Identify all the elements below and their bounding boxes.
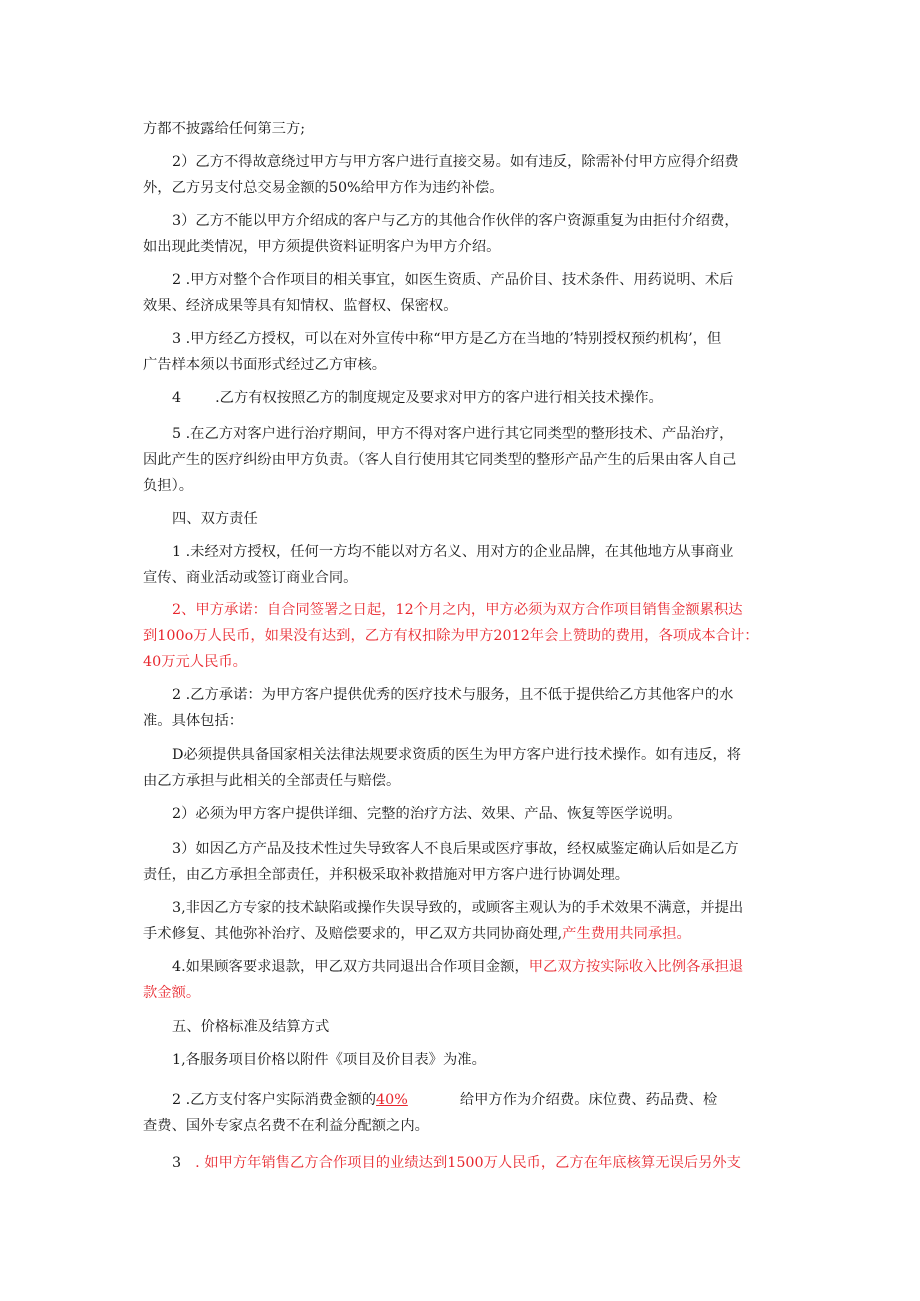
text-line: .乙方有权按照乙方的制度规定及要求对甲方的客户进行相关技术操作。	[215, 390, 663, 406]
item-number: 4	[172, 390, 182, 406]
paragraph-party-b-commitment	[143, 682, 788, 734]
paragraph-party-a-commitment	[143, 597, 788, 675]
text-line: 负担）。	[143, 478, 194, 494]
paragraph-qualified-doctors	[143, 742, 788, 794]
paragraph-no-refusal	[143, 208, 788, 260]
paragraph-confidentiality-tail	[143, 116, 788, 142]
text-line: 手术修复、其他弥补治疗、及赔偿要求的，甲乙双方共同协商处理,	[143, 926, 563, 942]
item-number: 3	[172, 1155, 182, 1171]
section-title: 四、双方责任	[172, 511, 258, 527]
text-line: 2）乙方不得故意绕过甲方与甲方客户进行直接交易。如有违反，除需补付甲方应得介绍费	[172, 154, 739, 170]
paragraph-treatment-period	[143, 421, 788, 499]
text-line: 3,非因乙方专家的技术缺陷或操作失误导致的，或顾客主观认为的手术效果不满意，并提出	[172, 900, 744, 916]
fee-percentage: 40%	[376, 1092, 408, 1108]
text-line: 2 .乙方支付客户实际消费金额的	[172, 1092, 377, 1108]
paragraph-introduction-fee	[143, 1087, 788, 1139]
text-line: 40万元人民币。	[143, 654, 247, 670]
paragraph-medical-explanation	[143, 801, 788, 827]
text-line: 查费、国外专家点名费不在利益分配额之内。	[143, 1118, 429, 1134]
paragraph-right-to-know	[143, 267, 788, 319]
paragraph-price-list	[143, 1047, 788, 1073]
paragraph-authorization	[143, 326, 788, 378]
paragraph-brand-usage	[143, 539, 788, 591]
text-line: 责任，由乙方承担全部责任，并积极采取补救措施对甲方客户进行协调处理。	[143, 867, 630, 883]
paragraph-refund	[143, 954, 788, 1006]
text-line: 准。具体包括：	[143, 713, 244, 729]
text-line: 如出现此类情况，甲方须提供资料证明客户为甲方介绍。	[143, 239, 501, 255]
paragraph-annual-bonus	[143, 1150, 788, 1176]
text-line: 1,各服务项目价格以附件《项目及价目表》为准。	[172, 1052, 486, 1068]
text-line: 由乙方承担与此相关的全部责任与赔偿。	[143, 773, 401, 789]
paragraph-liability	[143, 836, 788, 888]
highlight-text: . 如甲方年销售乙方合作项目的业绩达到1500万人民币，乙方在年底核算无误后另外支	[195, 1155, 741, 1171]
highlight-text: 产生费用共同承担。	[562, 926, 691, 942]
text-line: 2 .甲方对整个合作项目的相关事宜，如医生资质、产品价目、技术条件、用药说明、术后	[172, 272, 734, 288]
text-line: 3）乙方不能以甲方介绍成的客户与乙方的其他合作伙伴的客户资源重复为由拒付介绍费，	[172, 213, 739, 229]
text-line: 给甲方作为介绍费。床位费、药品费、检	[459, 1092, 718, 1108]
text-line: 1 .未经对方授权，任何一方均不能以对方名义、用对方的企业品牌，在其他地方从事商业	[172, 544, 734, 560]
section-heading-four	[143, 506, 788, 532]
text-line: 4.如果顾客要求退款，甲乙双方共同退出合作项目金额，	[172, 959, 529, 975]
text-line: 2）必须为甲方客户提供详细、完整的治疗方法、效果、产品、恢复等医学说明。	[172, 806, 682, 822]
text-line: D必须提供具备国家相关法律法规要求资质的医生为甲方客户进行技术操作。如有违反，将	[172, 747, 742, 763]
paragraph-no-bypass	[143, 149, 788, 201]
text-line: 外，乙方另支付总交易金额的50%给甲方作为违约补偿。	[143, 180, 504, 196]
highlight-text: 甲乙双方按实际收入比例各承担退	[528, 959, 744, 975]
text-line: 宣传、商业活动或签订商业合同。	[143, 570, 358, 586]
text-line: 因此产生的医疗纠纷由甲方负责。（客人自行使用其它同类型的整形产品产生的后果由客人自己	[143, 452, 737, 468]
text-line: 2 .乙方承诺：为甲方客户提供优秀的医疗技术与服务，且不低于提供给乙方其他客户的水	[172, 687, 734, 703]
text-line: 2、甲方承诺：自合同签署之日起，12个月之内，甲方必须为双方合作项目销售金额累积达	[172, 602, 743, 618]
text-line: 到100o万人民币，如果没有达到，乙方有权扣除为甲方2012年会上赞助的费用，各项成本合计：	[143, 628, 759, 644]
text-line: 3 .甲方经乙方授权，可以在对外宣传中称“甲方是乙方在当地的’特别授权预约机构’，但	[172, 331, 722, 347]
text-line: 广告样本须以书面形式经过乙方审核。	[143, 357, 387, 373]
highlight-text: 款金额。	[143, 985, 201, 1001]
text-line: 方都不披露给任何第三方;	[143, 121, 306, 137]
section-title: 五、价格标准及结算方式	[172, 1019, 330, 1035]
paragraph-technical-operation	[143, 385, 788, 411]
text-line: 5 .在乙方对客户进行治疗期间，甲方不得对客户进行其它同类型的整形技术、产品治疗，	[172, 426, 734, 442]
section-heading-five	[143, 1014, 788, 1040]
paragraph-non-fault-dispute	[143, 895, 788, 947]
text-line: 3）如因乙方产品及技术性过失导致客人不良后果或医疗事故，经权威鉴定确认后如是乙方	[172, 841, 739, 857]
text-line: 效果、经济成果等具有知情权、监督权、保密权。	[143, 298, 458, 314]
